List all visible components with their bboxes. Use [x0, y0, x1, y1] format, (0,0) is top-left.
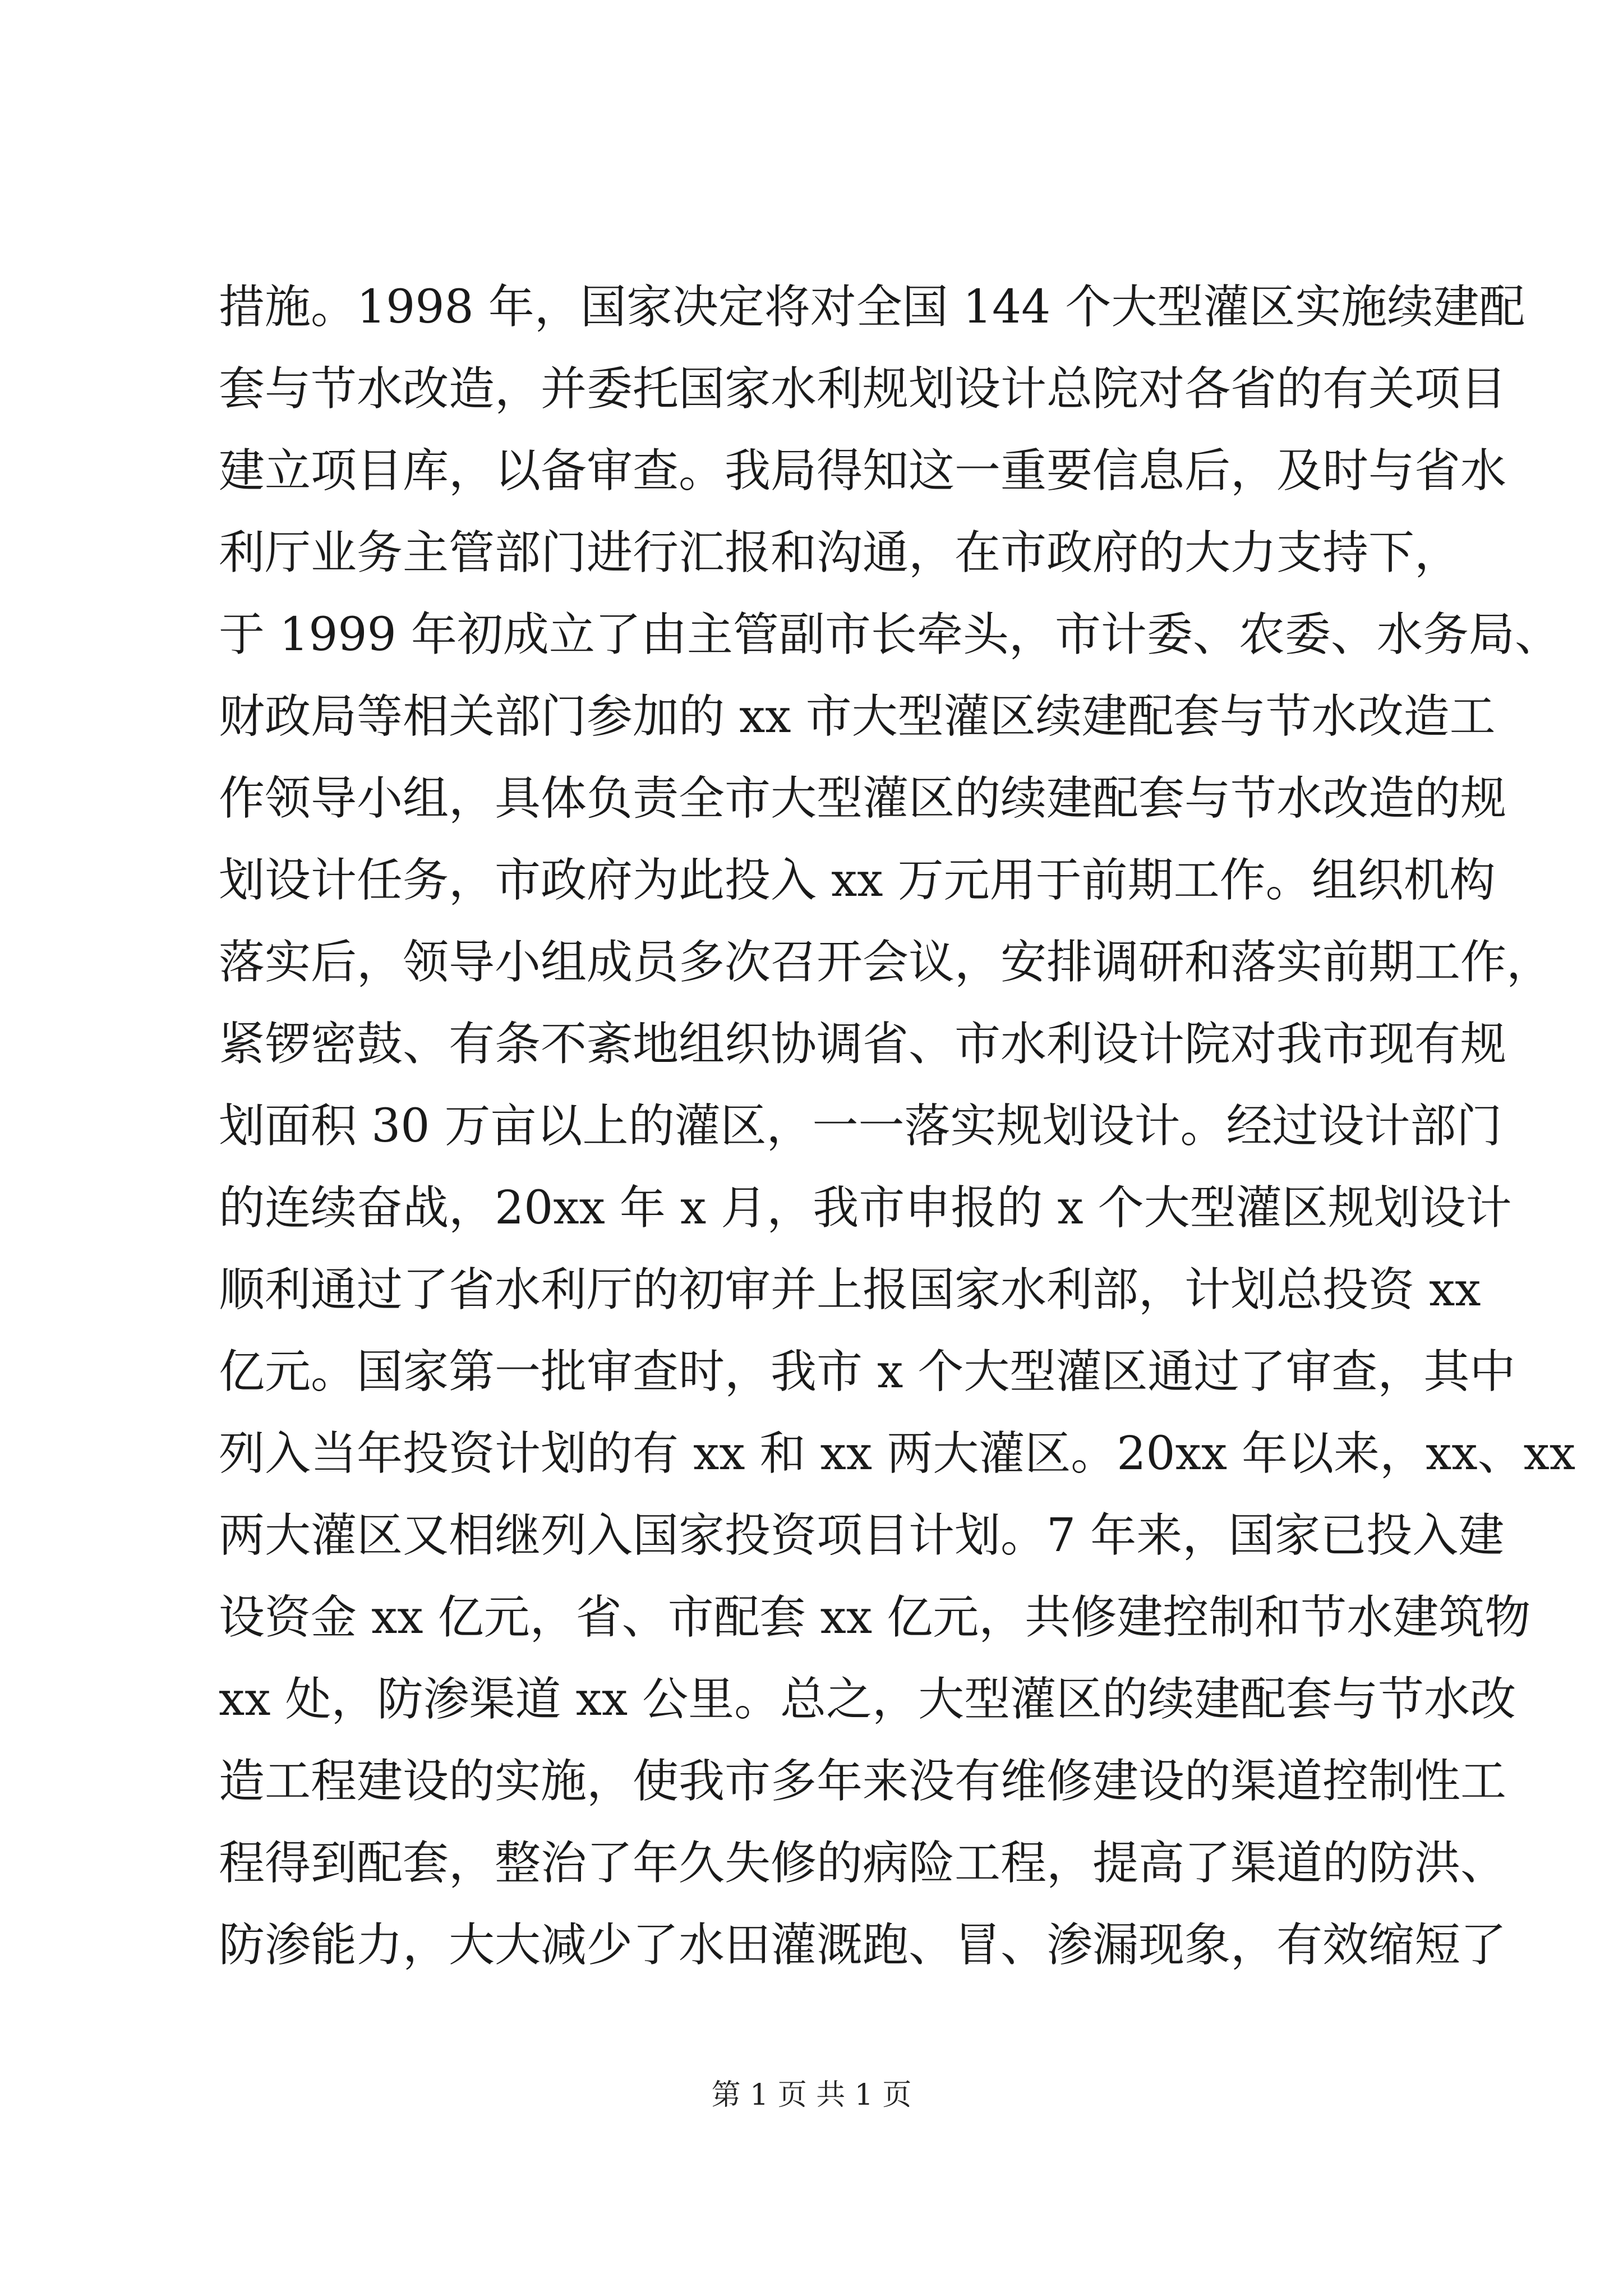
text-line: 顺利通过了省水利厅的初审并上报国家水利部，计划总投资 xx [219, 1263, 1481, 1317]
page-number-label: 第 1 页 共 1 页 [711, 2078, 912, 2112]
text-line: 财政局等相关部门参加的 xx 市大型灌区续建配套与节水改造工 [219, 690, 1496, 743]
page-footer [0, 2076, 1623, 2115]
text-line: 紧锣密鼓、有条不紊地组织协调省、市水利设计院对我市现有规 [219, 1018, 1507, 1071]
text-line: 作领导小组，具体负责全市大型灌区的续建配套与节水改造的规 [219, 772, 1507, 825]
text-line: xx 处，防渗渠道 xx 公里。总之，大型灌区的续建配套与节水改 [219, 1673, 1516, 1726]
text-line: 落实后，领导小组成员多次召开会议，安排调研和落实前期工作， [219, 936, 1553, 989]
text-line: 造工程建设的实施，使我市多年来没有维修建设的渠道控制性工 [219, 1755, 1507, 1808]
text-line: 套与节水改造，并委托国家水利规划设计总院对各省的有关项目 [219, 362, 1507, 416]
text-line: 的连续奋战，20xx 年 x 月，我市申报的 x 个大型灌区规划设计 [219, 1181, 1512, 1235]
text-line: 措施。1998 年，国家决定将对全国 144 个大型灌区实施续建配 [219, 280, 1525, 334]
text-line: 利厅业务主管部门进行汇报和沟通，在市政府的大力支持下， [219, 526, 1461, 579]
text-line: 程得到配套，整治了年久失修的病险工程，提高了渠道的防洪、 [219, 1837, 1507, 1890]
text-line: 划面积 30 万亩以上的灌区，一一落实规划设计。经过设计部门 [219, 1099, 1502, 1153]
body-paragraph [219, 266, 1576, 1986]
text-line: 建立项目库，以备审查。我局得知这一重要信息后，及时与省水 [219, 444, 1507, 498]
text-line: 两大灌区又相继列入国家投资项目计划。7 年来，国家已投入建 [219, 1509, 1505, 1562]
text-line: 划设计任务，市政府为此投入 xx 万元用于前期工作。组织机构 [219, 854, 1496, 907]
text-line: 列入当年投资计划的有 xx 和 xx 两大灌区。20xx 年以来，xx、xx [219, 1427, 1576, 1480]
text-line: 防渗能力，大大减少了水田灌溉跑、冒、渗漏现象，有效缩短了 [219, 1918, 1507, 1972]
text-line: 于 1999 年初成立了由主管副市长牵头，市计委、农委、水务局、 [219, 608, 1561, 661]
text-line: 设资金 xx 亿元，省、市配套 xx 亿元，共修建控制和节水建筑物 [219, 1591, 1531, 1644]
text-line: 亿元。国家第一批审查时，我市 x 个大型灌区通过了审查，其中 [219, 1345, 1516, 1398]
